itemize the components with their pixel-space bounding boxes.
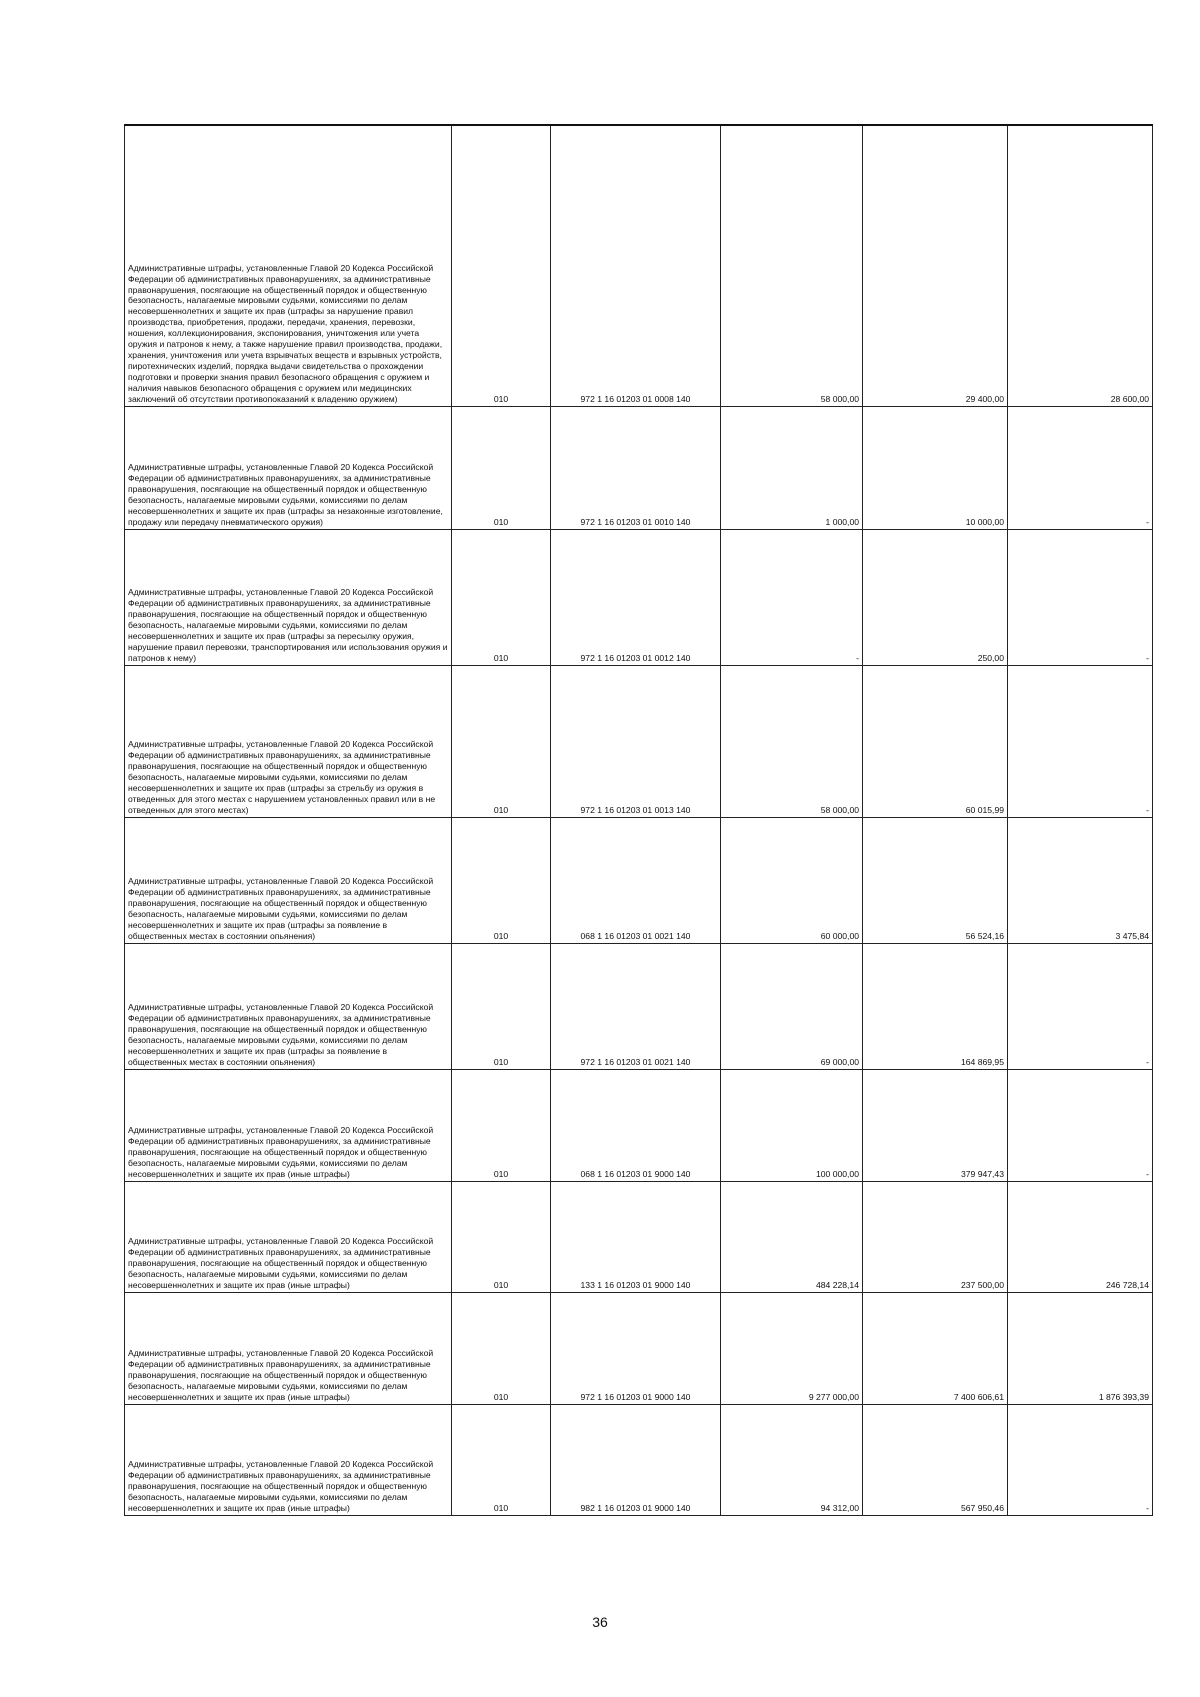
row-approved-amount: - (721, 529, 863, 665)
row-unexecuted-amount: 246 728,14 (1008, 1181, 1153, 1292)
row-line-code: 010 (452, 817, 551, 943)
row-unexecuted-amount: 1 876 393,39 (1008, 1292, 1153, 1404)
row-budget-code: 972 1 16 01203 01 0021 140 (551, 943, 721, 1069)
row-executed-amount: 379 947,43 (863, 1069, 1008, 1181)
row-unexecuted-amount: - (1008, 1069, 1153, 1181)
row-approved-amount: 58 000,00 (721, 125, 863, 406)
row-line-code: 010 (452, 125, 551, 406)
row-line-code: 010 (452, 1181, 551, 1292)
row-executed-amount: 10 000,00 (863, 406, 1008, 529)
row-approved-amount: 58 000,00 (721, 665, 863, 817)
revenue-table (124, 124, 1153, 1516)
row-budget-code: 133 1 16 01203 01 9000 140 (551, 1181, 721, 1292)
row-unexecuted-amount: - (1008, 529, 1153, 665)
row-line-code: 010 (452, 1292, 551, 1404)
row-line-code: 010 (452, 406, 551, 529)
table-row (125, 1292, 1153, 1404)
row-description: Административные штрафы, установленные Главой 20 Кодекса Российской Федерации об административных правонарушениях, за административные правонарушения, посягающие на общественный порядок и общественную безопасность, налагаемые мировыми судьями, комиссиями по делам несовершеннолетних и защите их прав (штрафы за появление в общественных местах в состоянии опьянения) (125, 943, 452, 1069)
row-approved-amount: 100 000,00 (721, 1069, 863, 1181)
row-description: Административные штрафы, установленные Главой 20 Кодекса Российской Федерации об административных правонарушениях, за административные правонарушения, посягающие на общественный порядок и общественную безопасность, налагаемые мировыми судьями, комиссиями по делам несовершеннолетних и защите их прав (штрафы за незаконные изготовление, продажу или передачу пневматического оружия) (125, 406, 452, 529)
table-row (125, 665, 1153, 817)
row-line-code: 010 (452, 943, 551, 1069)
row-line-code: 010 (452, 1069, 551, 1181)
row-description: Административные штрафы, установленные Главой 20 Кодекса Российской Федерации об административных правонарушениях, за административные правонарушения, посягающие на общественный порядок и общественную безопасность, налагаемые мировыми судьями, комиссиями по делам несовершеннолетних и защите их прав (штрафы за пересылку оружия, нарушение правил перевозки, транспортирования или использования оружия и патронов к нему) (125, 529, 452, 665)
row-budget-code: 972 1 16 01203 01 0013 140 (551, 665, 721, 817)
row-line-code: 010 (452, 1404, 551, 1515)
row-budget-code: 972 1 16 01203 01 0012 140 (551, 529, 721, 665)
row-budget-code: 982 1 16 01203 01 9000 140 (551, 1404, 721, 1515)
row-description: Административные штрафы, установленные Главой 20 Кодекса Российской Федерации об административных правонарушениях, за административные правонарушения, посягающие на общественный порядок и общественную безопасность, налагаемые мировыми судьями, комиссиями по делам несовершеннолетних и защите их прав (иные штрафы) (125, 1292, 452, 1404)
table-row (125, 1404, 1153, 1515)
row-description: Административные штрафы, установленные Главой 20 Кодекса Российской Федерации об административных правонарушениях, за административные правонарушения, посягающие на общественный порядок и общественную безопасность, налагаемые мировыми судьями, комиссиями по делам несовершеннолетних и защите их прав (иные штрафы) (125, 1181, 452, 1292)
table-row (125, 406, 1153, 529)
row-executed-amount: 7 400 606,61 (863, 1292, 1008, 1404)
row-description: Административные штрафы, установленные Главой 20 Кодекса Российской Федерации об административных правонарушениях, за административные правонарушения, посягающие на общественный порядок и общественную безопасность, налагаемые мировыми судьями, комиссиями по делам несовершеннолетних и защите их прав (штрафы за появление в общественных местах в состоянии опьянения) (125, 817, 452, 943)
row-executed-amount: 164 869,95 (863, 943, 1008, 1069)
table-row (125, 1181, 1153, 1292)
row-approved-amount: 60 000,00 (721, 817, 863, 943)
row-executed-amount: 56 524,16 (863, 817, 1008, 943)
row-budget-code: 972 1 16 01203 01 9000 140 (551, 1292, 721, 1404)
row-budget-code: 068 1 16 01203 01 0021 140 (551, 817, 721, 943)
row-approved-amount: 484 228,14 (721, 1181, 863, 1292)
row-executed-amount: 567 950,46 (863, 1404, 1008, 1515)
row-executed-amount: 237 500,00 (863, 1181, 1008, 1292)
row-approved-amount: 69 000,00 (721, 943, 863, 1069)
row-unexecuted-amount: - (1008, 665, 1153, 817)
row-unexecuted-amount: - (1008, 1404, 1153, 1515)
page-number: 36 (592, 1614, 608, 1630)
table-row (125, 1069, 1153, 1181)
table-row (125, 125, 1153, 406)
row-budget-code: 068 1 16 01203 01 9000 140 (551, 1069, 721, 1181)
table-row (125, 943, 1153, 1069)
row-budget-code: 972 1 16 01203 01 0008 140 (551, 125, 721, 406)
row-executed-amount: 60 015,99 (863, 665, 1008, 817)
row-budget-code: 972 1 16 01203 01 0010 140 (551, 406, 721, 529)
row-description: Административные штрафы, установленные Главой 20 Кодекса Российской Федерации об административных правонарушениях, за административные правонарушения, посягающие на общественный порядок и общественную безопасность, налагаемые мировыми судьями, комиссиями по делам несовершеннолетних и защите их прав (штрафы за стрельбу из оружия в отведенных для этого местах с нарушением установленных правил или в не отведенных для этого местах) (125, 665, 452, 817)
row-approved-amount: 94 312,00 (721, 1404, 863, 1515)
row-description: Административные штрафы, установленные Главой 20 Кодекса Российской Федерации об административных правонарушениях, за административные правонарушения, посягающие на общественный порядок и общественную безопасность, налагаемые мировыми судьями, комиссиями по делам несовершеннолетних и защите их прав (иные штрафы) (125, 1404, 452, 1515)
table-row (125, 529, 1153, 665)
row-unexecuted-amount: - (1008, 406, 1153, 529)
row-description: Административные штрафы, установленные Главой 20 Кодекса Российской Федерации об административных правонарушениях, за административные правонарушения, посягающие на общественный порядок и общественную безопасность, налагаемые мировыми судьями, комиссиями по делам несовершеннолетних и защите их прав (штрафы за нарушение правил производства, приобретения, продажи, передачи, хранения, перевозки, ношения, коллекционирования, экспонирования, уничтожения или учета оружия и патронов к нему, а также нарушение правил производства, продажи, хранения, уничтожения или учета взрывчатых веществ и взрывных устройств, пиротехнических изделий, порядка выдачи свидетельства о прохождении подготовки и проверки знания правил безопасного обращения с оружием и наличия навыков безопасного обращения с оружием или медицинских заключений об отсутствии противопоказаний к владению оружием) (125, 125, 452, 406)
row-description: Административные штрафы, установленные Главой 20 Кодекса Российской Федерации об административных правонарушениях, за административные правонарушения, посягающие на общественный порядок и общественную безопасность, налагаемые мировыми судьями, комиссиями по делам несовершеннолетних и защите их прав (иные штрафы) (125, 1069, 452, 1181)
row-unexecuted-amount: - (1008, 943, 1153, 1069)
row-executed-amount: 29 400,00 (863, 125, 1008, 406)
row-executed-amount: 250,00 (863, 529, 1008, 665)
row-line-code: 010 (452, 529, 551, 665)
row-unexecuted-amount: 28 600,00 (1008, 125, 1153, 406)
row-approved-amount: 1 000,00 (721, 406, 863, 529)
table-row (125, 817, 1153, 943)
row-line-code: 010 (452, 665, 551, 817)
row-approved-amount: 9 277 000,00 (721, 1292, 863, 1404)
row-unexecuted-amount: 3 475,84 (1008, 817, 1153, 943)
